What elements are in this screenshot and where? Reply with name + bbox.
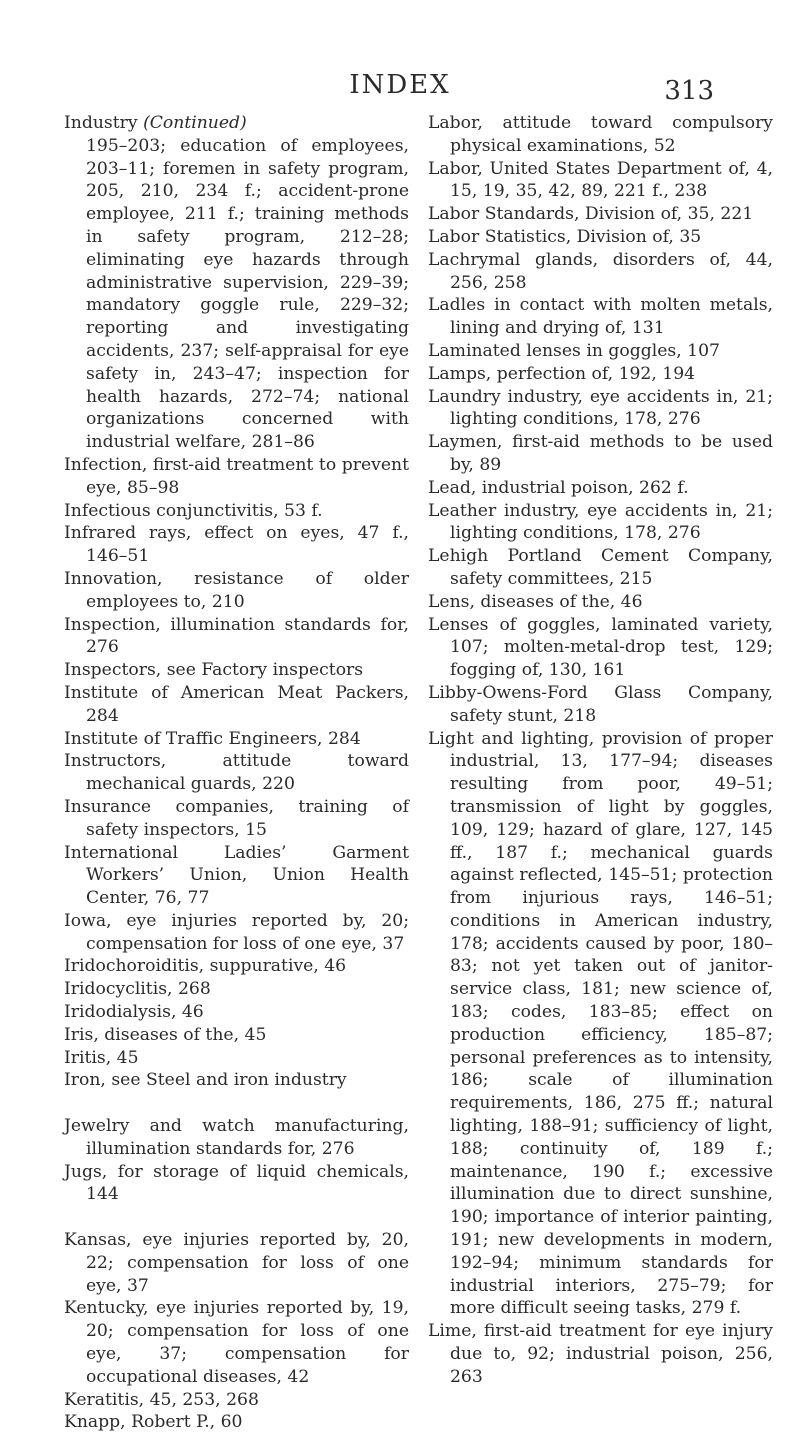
index-entry: Inspection, illumination standards for, 276 (64, 614, 409, 658)
index-entry: Innovation, resistance of older employees to, 210 (64, 568, 409, 612)
index-entry: Leather industry, eye accidents in, 21; lighting conditions, 178, 276 (428, 500, 773, 544)
index-entry: 195–203; education of employees, 203–11; foremen in safety program, 205, 210, 234 f.; accident-prone employee, 211 f.; training methods in safety program, 212–28; eliminating eye hazards through administrative supervision, 229–39; mandatory goggle rule, 229–32; reporting and investigating accidents, 237; self-appraisal for eye safety in, 243–47; inspection for health hazards, 272–74; national organizations concerned with industrial welfare, 281–86 (86, 135, 409, 453)
index-entry: Lenses of goggles, laminated variety, 107; molten-metal-drop test, 129; fogging of, 130, 161 (428, 614, 773, 681)
index-entry: Light and lighting, provision of proper industrial, 13, 177–94; diseases resulting from poor, 49–51; transmission of light by goggles, 109, 129; hazard of glare, 127, 145 ff., 187 f.; mechanical guards against reflected, 145–51; protection from injurious rays, 146–51; conditions in American industry, 178; accidents caused by poor, 180–83; not yet taken out of janitor-service class, 181; new science of, 183; codes, 183–85; effect on production efficiency, 185–87; personal preferences as to intensity, 186; scale of illumination requirements, 186, 275 ff.; natural lighting, 188–91; sufficiency of light, 188; continuity of, 189 f.; maintenance, 190 f.; excessive illumination due to direct sunshine, 190; importance of interior painting, 191; new developments in modern, 192–94; minimum standards for industrial interiors, 275–79; for more difficult seeing tasks, 279 f. (428, 728, 773, 1319)
index-entry: Jewelry and watch manufacturing, illumination standards for, 276 (64, 1116, 409, 1159)
index-column-left (64, 112, 409, 1434)
index-entry: Iridodialysis, 46 (64, 1002, 204, 1023)
continuation-label: (Continued) (143, 113, 247, 133)
index-entry: Labor Statistics, Division of, 35 (428, 226, 702, 247)
index-entry: Laundry industry, eye accidents in, 21; lighting conditions, 178, 276 (428, 386, 773, 430)
continuation-head-term: Industry (64, 113, 138, 133)
index-entry: Lachrymal glands, disorders of, 44, 256, 258 (428, 249, 773, 293)
index-entry: Institute of Traffic Engineers, 284 (64, 728, 361, 749)
index-entry: Iridochoroiditis, suppurative, 46 (64, 956, 347, 977)
index-entry: Iowa, eye injuries reported by, 20; compensation for loss of one eye, 37 (64, 910, 409, 954)
index-column-right (428, 112, 773, 1389)
index-entry: Iridocyclitis, 268 (64, 979, 211, 1000)
index-entry: Inspectors, see Factory inspectors (64, 660, 364, 681)
index-entry: Keratitis, 45, 253, 268 (64, 1389, 259, 1410)
continuation-head (64, 112, 409, 135)
index-entry: Kansas, eye injuries reported by, 20, 22; compensation for loss of one eye, 37 (64, 1230, 409, 1296)
index-entry: Iron, see Steel and iron industry (64, 1070, 347, 1091)
index-entry: Lime, first-aid treatment for eye injury due to, 92; industrial poison, 256, 263 (428, 1321, 773, 1387)
index-entry: Laminated lenses in goggles, 107 (428, 340, 720, 361)
index-entry: Labor Standards, Division of, 35, 221 (428, 204, 754, 225)
index-entry: Infrared rays, effect on eyes, 47 f., 146–51 (64, 523, 409, 567)
index-entry: Insurance companies, training of safety inspectors, 15 (64, 796, 409, 840)
index-entry: Kentucky, eye injuries reported by, 19, 20; compensation for loss of one eye, 37; compensation for occupational diseases, 42 (64, 1298, 409, 1387)
index-entry: Lehigh Portland Cement Company, safety committees, 215 (428, 546, 773, 589)
index-entry: Laymen, first-aid methods to be used by, 89 (428, 432, 773, 475)
index-entry: Infectious conjunctivitis, 53 f. (64, 500, 323, 521)
index-entry: Iritis, 45 (64, 1047, 139, 1068)
index-entry: Knapp, Robert P., 60 (64, 1412, 243, 1433)
index-entry: International Ladies’ Garment Workers’ Union, Union Health Center, 76, 77 (64, 842, 409, 909)
index-entry: Libby-Owens-Ford Glass Company, safety stunt, 218 (428, 682, 773, 726)
page-title: INDEX (349, 70, 451, 100)
index-entry: Lamps, perfection of, 192, 194 (428, 363, 696, 384)
index-entry: Instructors, attitude toward mechanical guards, 220 (64, 751, 409, 795)
index-entry: Lead, industrial poison, 262 f. (428, 477, 689, 498)
index-entry: Ladles in contact with molten metals, lining and drying of, 131 (428, 295, 773, 339)
index-entry: Labor, United States Department of, 4, 15, 19, 35, 42, 89, 221 f., 238 (428, 158, 773, 202)
index-entry: Labor, attitude toward compulsory physical examinations, 52 (428, 113, 773, 156)
index-entry: Jugs, for storage of liquid chemicals, 144 (64, 1161, 409, 1205)
index-entry: Iris, diseases of the, 45 (64, 1024, 267, 1045)
index-entry: Infection, first-aid treatment to prevent eye, 85–98 (64, 454, 409, 498)
index-entry: Institute of American Meat Packers, 284 (64, 682, 409, 726)
index-entry: Lens, diseases of the, 46 (428, 591, 643, 612)
page-number: 313 (664, 76, 714, 106)
